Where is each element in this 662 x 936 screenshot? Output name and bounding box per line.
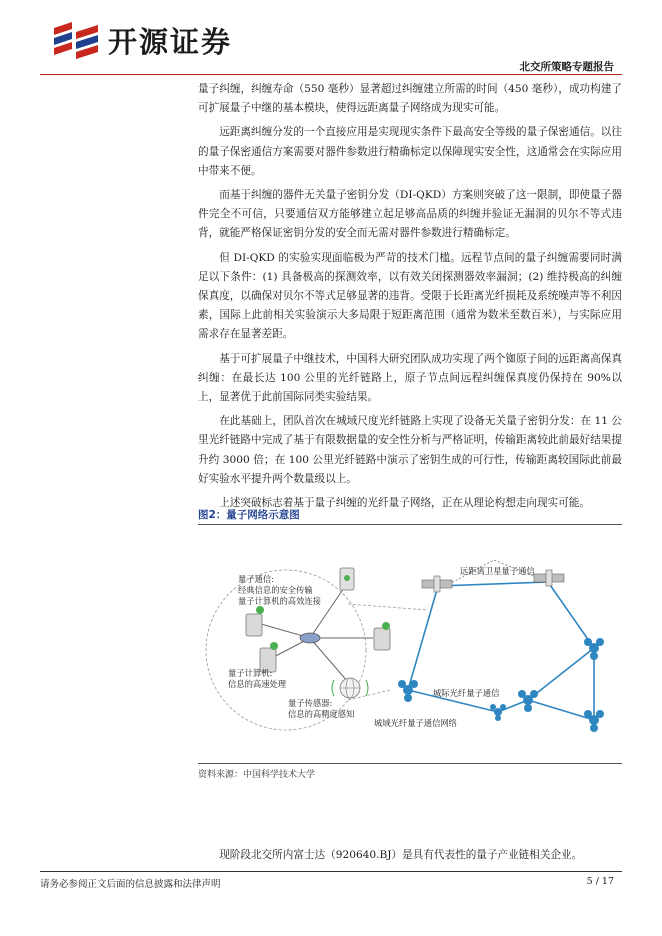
paragraph-7: 上述突破标志着基于量子纠缠的光纤量子网络，正在从理论构想走向现实可能。 [219,497,590,510]
header-divider [40,74,622,75]
server-icon [246,614,390,672]
paragraph-3: 而基于纠缠的器件无关量子密钥分发（DI-QKD）方案则突破了这一限制，即使量子器件完全不可信，只要通信双方能够建立起足够高品质的纠缠并验证无漏洞的贝尔不等式违背，就能严格保证密钥分发的安全而无需对器件参数进行精确标定。 [198,189,622,240]
closing-paragraph: 现阶段北交所内富士达（920640.BJ）是具有代表性的量子产业链相关企业。 [219,849,583,861]
router-icon [300,633,320,643]
paragraph-2: 远距离纠缠分发的一个直接应用是实现现实条件下最高安全等级的量子保密通信。以往的量子保密通信方案需要对器件参数进行精确标定以保障现实安全性，这通常会在实际应用中带来不便。 [198,126,622,177]
figure-top-rule [198,524,622,525]
body-text [198,80,622,518]
figure-bottom-rule [198,763,622,764]
paragraph-1: 量子纠缠，纠缠寿命（550 毫秒）显著超过纠缠建立所需的时间（450 毫秒），成功构建了可扩展量子中继的基本模块，使得远距离量子网络成为现实可能。 [198,83,622,115]
page-number: 5 / 17 [586,876,614,887]
paragraph-5: 基于可扩展量子中继技术，中国科大研究团队成功实现了两个铷原子间的远距离高保真纠缠：在最长达 100 公里的光纤链路上，原子节点间远程纠缠保真度仍保持在 90%以上，显著优于此前国际同类实验结果。 [198,352,622,404]
logo-text: 开源证券 [108,25,233,59]
label-quantum-communication: 量子通信: 经典信息的安全传输 量子计算机的高效连接 [238,574,321,606]
label-satellite-communication: 远距离卫星量子通信 [460,566,535,576]
label-metro-fiber-network: 城域光纤量子通信网络 [374,718,457,728]
label-quantum-sensor: 量子传感器: 信息的高精度感知 [288,698,355,719]
label-quantum-computer: 量子计算机: 信息的高速处理 [228,668,287,689]
paragraph-6: 在此基础上，团队首次在城域尺度光纤链路上实现了设备无关量子密钥分发：在 11 公里光纤链路中完成了基于有限数据量的安全性分析与严格证明，传输距离较此前最好结果提升约 3000 倍；在 100 公里光纤链路中演示了密钥生成的可行性，传输距离较国际此前最好实验水平提升两个数量级以上。 [198,415,622,485]
footer-divider [40,871,622,872]
figure-title: 图2：量子网络示意图 [198,509,300,521]
intercity-fiber-links [408,582,594,720]
report-type: 北交所策略专题报告 [519,61,614,73]
figure-source: 资料来源：中国科学技术大学 [198,770,316,780]
paragraph-4: 但 DI-QKD 的实验实现面临极为严苛的技术门槛。远程节点间的量子纠缠需要同时满足以下条件：(1) 具备极高的探测效率，以有效关闭探测器效率漏洞；(2) 维持极高的纠缠保真度，以确保对贝尔不等式足够显著的违背。受限于长距离光纤损耗及系统噪声等不利因素，国际上此前相关实验演示大多局限于短距离范围（通常为数米至数百米），与实际应用需求存在显著差距。 [198,251,622,341]
footer-disclaimer: 请务必参阅正文后面的信息披露和法律声明 [40,879,221,890]
quantum-network-diagram [198,540,622,760]
logo-mark-icon [50,20,110,64]
label-intercity-fiber: 城际光纤量子通信 [433,688,500,698]
